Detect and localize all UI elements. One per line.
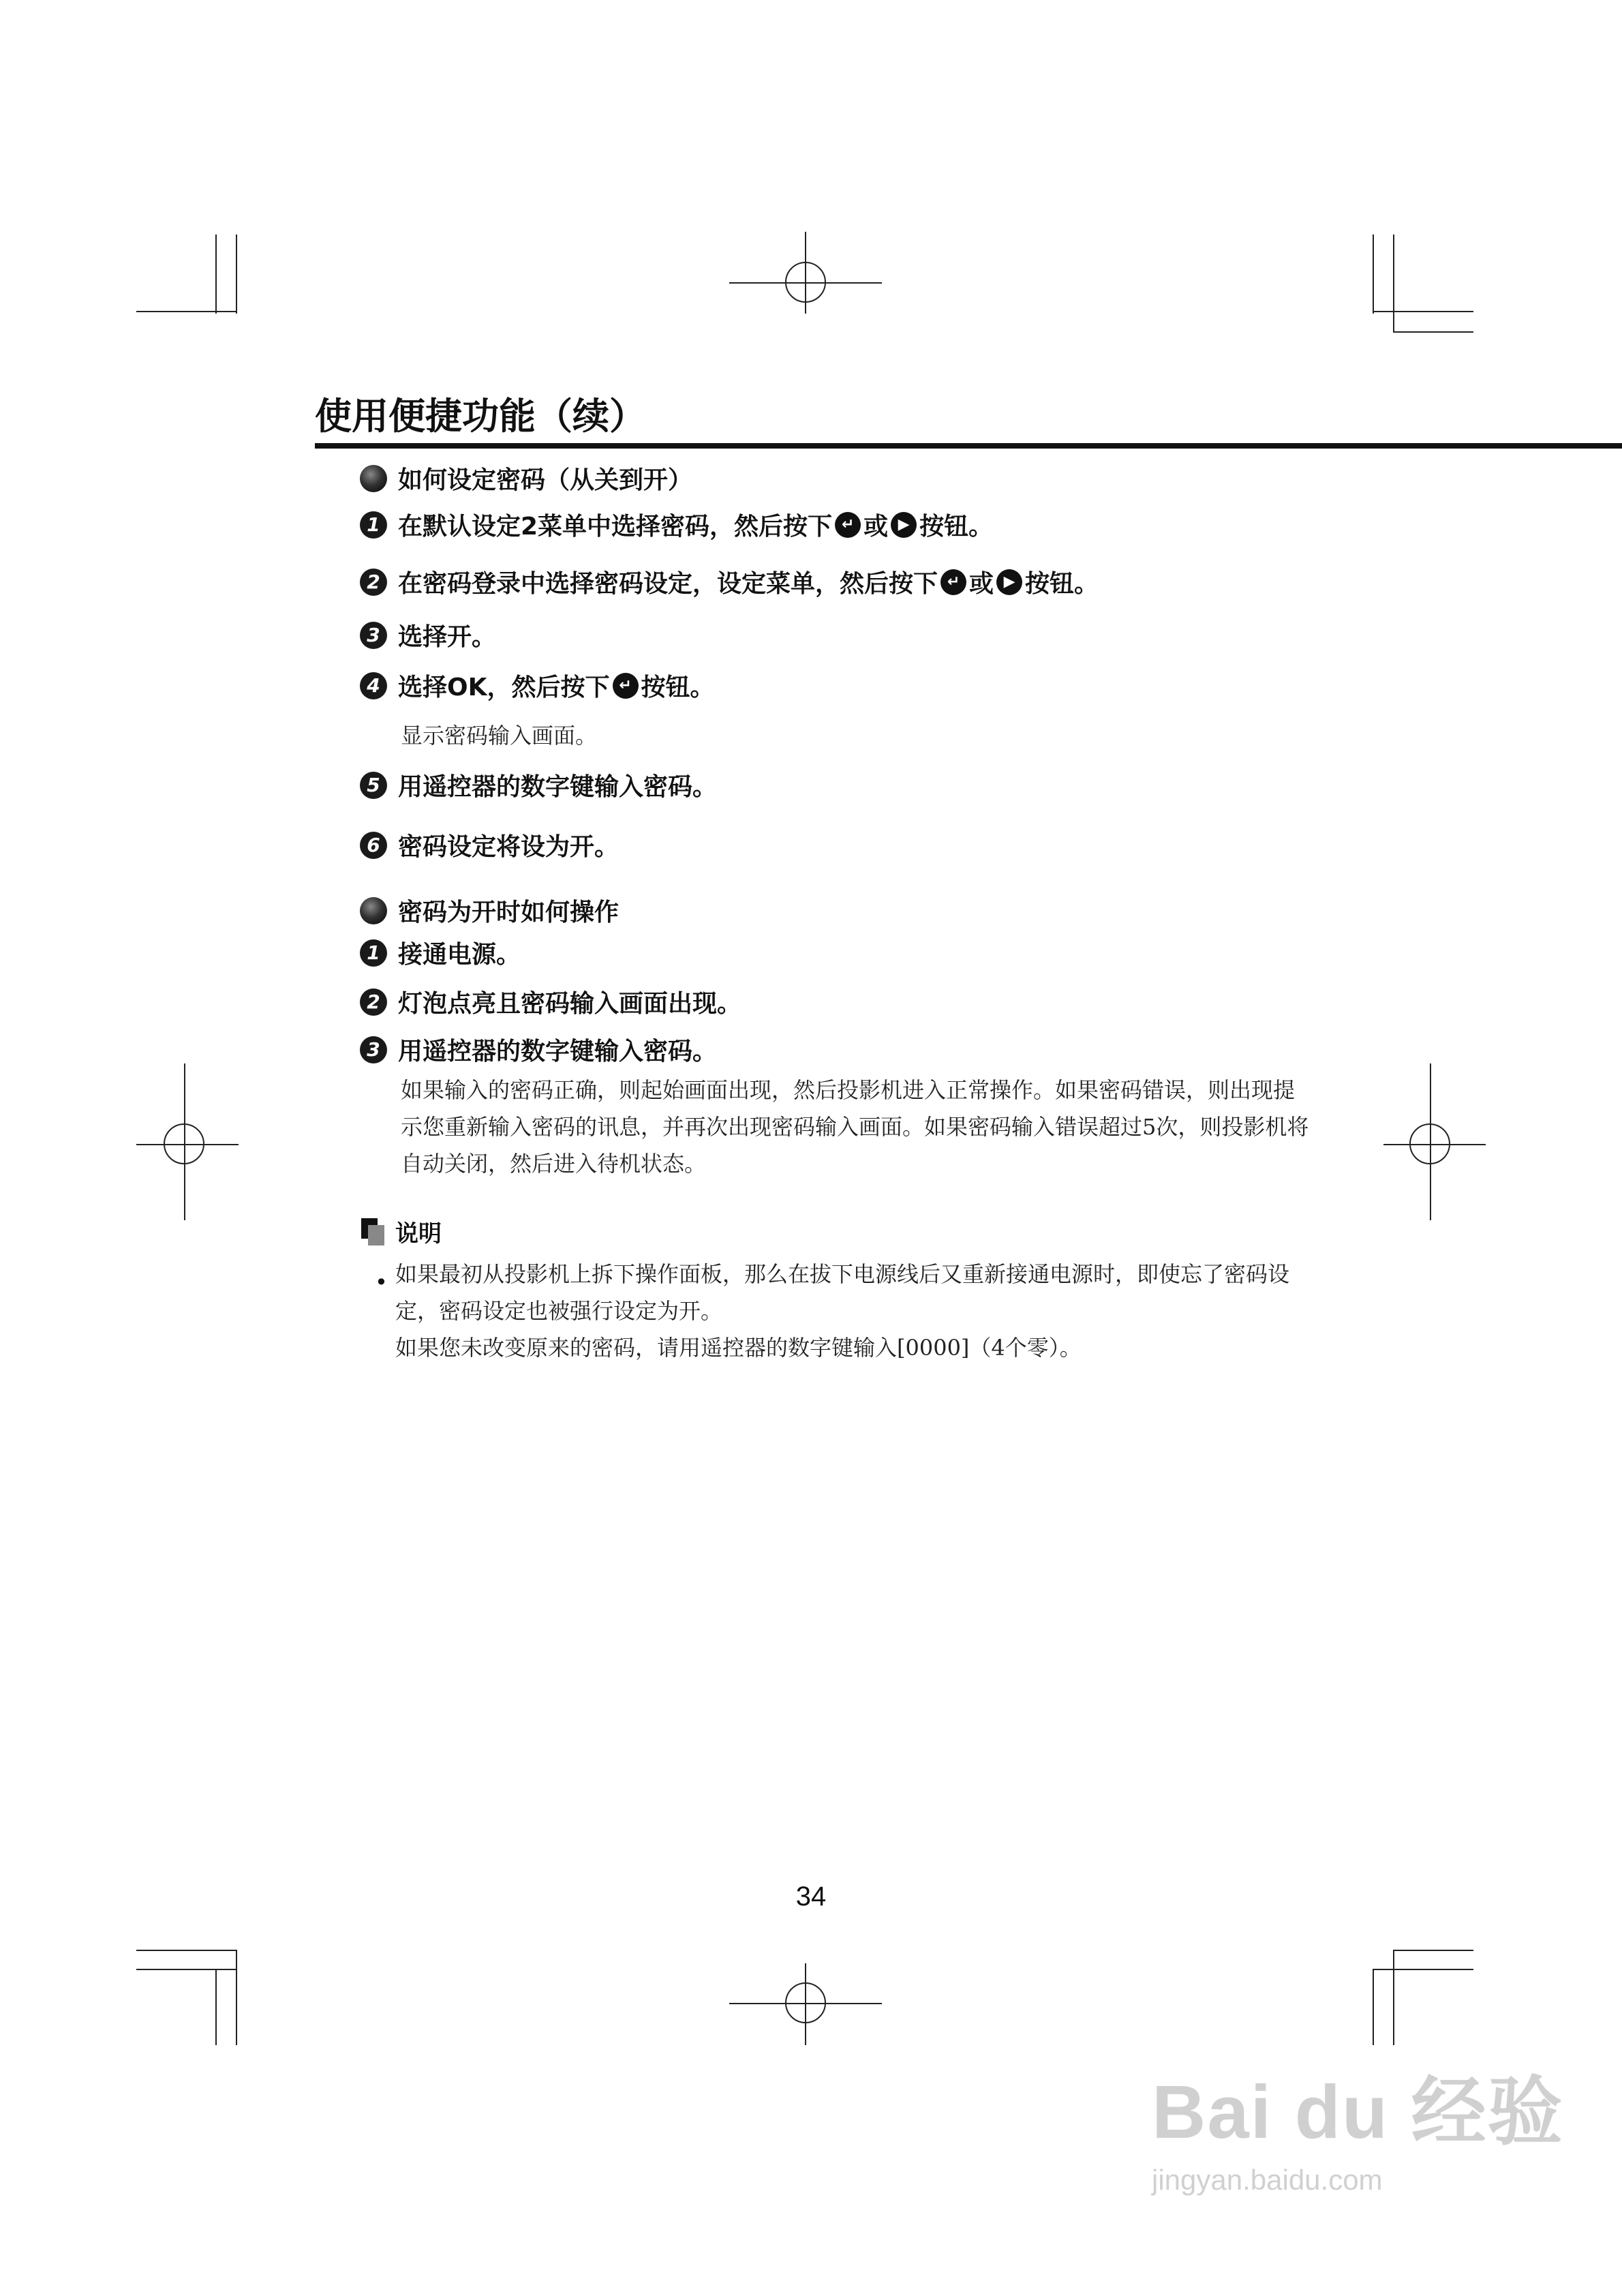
enter-button-icon: ↵	[613, 673, 639, 699]
step-2: 2 灯泡点亮且密码输入画面出现。	[360, 984, 741, 1019]
right-arrow-button-icon: ▶	[996, 569, 1022, 595]
step-5: 5 用遥控器的数字键输入密码。	[360, 768, 717, 802]
page-title: 使用便捷功能（续）	[315, 395, 646, 438]
step-4: 4 选择OK，然后按下 ↵ 按钮。	[360, 668, 715, 703]
step-3: 3 选择开。	[360, 618, 496, 652]
step-2: 2 在密码登录中选择密码设定，设定菜单，然后按下 ↵ 或 ▶ 按钮。	[360, 564, 1099, 599]
step-number-icon: 3	[360, 1036, 387, 1063]
note-icon	[361, 1218, 384, 1245]
enter-button-icon: ↵	[940, 569, 966, 595]
watermark-brand: Bai du 经验	[1152, 2070, 1564, 2154]
step-1: 1 接通电源。	[360, 935, 521, 970]
section-heading-set-password: 如何设定密码（从关到开）	[360, 461, 692, 496]
watermark-url: jingyan.baidu.com	[1152, 2164, 1383, 2196]
step-number-icon: 4	[360, 672, 387, 699]
title-rule	[315, 443, 1622, 449]
step-number-icon: 1	[360, 939, 387, 967]
enter-button-icon: ↵	[835, 512, 861, 538]
note-heading: 说明	[361, 1215, 442, 1248]
step-number-icon: 3	[360, 622, 387, 649]
note-bullet: •	[375, 1269, 388, 1295]
step-1: 1 在默认设定2菜单中选择密码，然后按下 ↵ 或 ▶ 按钮。	[360, 507, 993, 542]
section-bullet-icon	[360, 465, 387, 492]
step-6: 6 密码设定将设为开。	[360, 828, 619, 862]
note-paragraph-2: 如果您未改变原来的密码，请用遥控器的数字键输入[0000]（4个零）。	[395, 1335, 1082, 1361]
note-paragraph-1: 如果最初从投影机上拆下操作面板，那么在拔下电源线后又重新接通电源时，即使忘了密码设定，密码设定也被强行设定为开。	[395, 1261, 1290, 1324]
step-4-note: 显示密码输入画面。	[401, 723, 598, 749]
page-number: 34	[795, 1882, 827, 1912]
baidu-watermark	[1152, 2052, 1564, 2196]
step-number-icon: 2	[360, 988, 387, 1016]
step-3-paragraph: 如果输入的密码正确，则起始画面出现，然后投影机进入正常操作。如果密码错误，则出现提示您重新输入密码的讯息，并再次出现密码输入画面。如果密码输入错误超过5次，则投影机将自动关闭，然后进入待机状态。	[401, 1077, 1309, 1177]
section-heading-password-on: 密码为开时如何操作	[360, 893, 619, 928]
right-arrow-button-icon: ▶	[891, 512, 917, 538]
step-3: 3 用遥控器的数字键输入密码。	[360, 1032, 717, 1067]
step-number-icon: 6	[360, 832, 387, 859]
step-number-icon: 2	[360, 569, 387, 596]
section-bullet-icon	[360, 897, 387, 924]
step-number-icon: 1	[360, 511, 387, 539]
step-number-icon: 5	[360, 772, 387, 799]
